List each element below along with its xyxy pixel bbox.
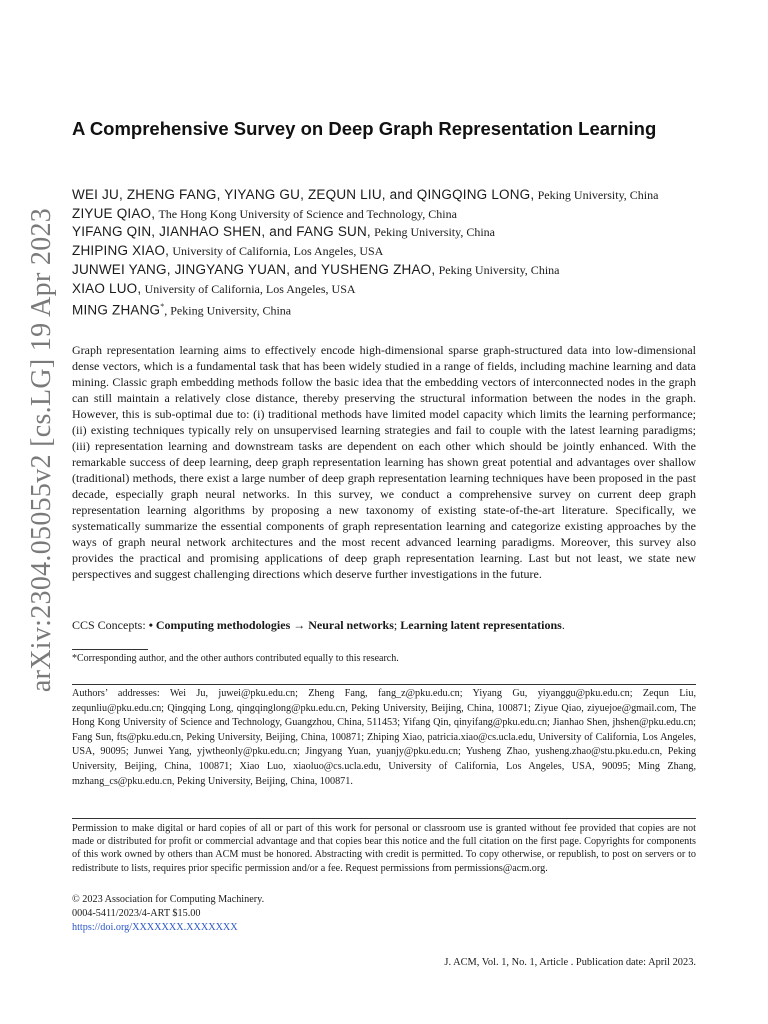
ccs-end: . bbox=[561, 618, 565, 632]
author-names: ZHIPING XIAO, bbox=[72, 243, 170, 259]
author-names: MING ZHANG bbox=[72, 302, 161, 318]
author-affiliation: Peking University, China bbox=[374, 225, 496, 240]
arxiv-stamp-text: arXiv:2304.05055v2 [cs.LG] 19 Apr 2023 bbox=[26, 207, 57, 693]
issn-line: 0004-5411/2023/4-ART $15.00 bbox=[72, 908, 201, 919]
ccs-concept-neural-networks: Neural networks bbox=[308, 618, 394, 632]
corresponding-author-mark: * bbox=[160, 302, 165, 312]
author-names: WEI JU, ZHENG FANG, YIYANG GU, ZEQUN LIU, and QINGQING LONG, bbox=[72, 187, 535, 202]
author-affiliation: Peking University, China bbox=[438, 262, 560, 277]
doi-line bbox=[72, 922, 238, 933]
author-addresses: Authors’ addresses: Wei Ju, juwei@pku.edu.cn; Zheng Fang, fang_z@pku.edu.cn; Yiyang Gu, yiyanggu@pku.edu.cn; Zequn Liu, zequnliu@pku.edu.cn; Qingqing Long, qingqinglong@pku.edu.cn, Peking University, Beijing, China, 100871; Ziyue Qiao, ziyuejoe@gmail.com, The Hong Kong University of Science and Technology, Guangzhou, China, 511453; Yifang Qin, qinyifang@pku.edu.cn; Jianhao Shen, jhshen@pku.edu.cn; Fang Sun, fts@pku.edu.cn, Peking University, Beijing, China, 100871; Zhiping Xiao, patricia.xiao@cs.ucla.edu, University of California, Los Angeles, USA, 90095; Junwei Yang, yjwtheonly@pku.edu.cn; Jingyang Yuan, yuanjy@pku.edu.cn; Yusheng Zhao, yusheng.zhao@stu.pku.edu.cn, Peking University, Beijing, China, 100871; Xiao Luo, xiaoluo@cs.ucla.edu, University of California, Los Angeles, USA, 90095; Ming Zhang, mzhang_cs@pku.edu.cn, Peking University, Beijing, China, 100871. bbox=[72, 688, 696, 787]
footnote-text: *Corresponding author, and the other authors contributed equally to this research. bbox=[72, 653, 399, 664]
publication-info: J. ACM, Vol. 1, No. 1, Article . Publication date: April 2023. bbox=[444, 957, 696, 968]
author-line bbox=[72, 242, 696, 261]
doi-link[interactable]: https://doi.org/XXXXXXX.XXXXXXX bbox=[72, 922, 238, 933]
ccs-concept-latent-representations: Learning latent representations bbox=[400, 618, 562, 632]
arxiv-side-stamp bbox=[22, 200, 62, 700]
ccs-arrow: → bbox=[290, 618, 309, 632]
author-line bbox=[72, 261, 696, 280]
ccs-bullet: • bbox=[148, 618, 156, 632]
permission-notice: Permission to make digital or hard copies of all or part of this work for personal or classroom use is granted without fee provided that copies are not made or distributed for profit or commercial advantage and that copies bear this notice and the full citation on the first page. Copyrights for components of this work owned by others than ACM must be honored. Abstracting with credit is permitted. To copy otherwise, or republish, to post on servers or to redistribute to lists, requires prior specific permission and/or a fee. Request permissions from permissions@acm.org. bbox=[72, 823, 696, 874]
abstract-text: Graph representation learning aims to effectively encode high-dimensional sparse graph-structured data into low-dimensional dense vectors, which is a fundamental task that has been widely studied in a range of fields, including machine learning and data mining. Classic graph embedding methods follow the basic idea that the embedding vectors of interconnected nodes in the graph can still maintain a relatively close distance, thereby preserving the structural information between the nodes in the graph. However, this is sub-optimal due to: (i) traditional methods have limited model capacity which limits the learning performance; (ii) existing techniques typically rely on unsupervised learning strategies and fail to couple with the latest learning paradigms; (iii) representation learning and downstream tasks are dependent on each other which should be jointly enhanced. With the remarkable success of deep learning, deep graph representation learning has shown great potential and advantages over shallow (traditional) methods, there exist a large number of deep graph representation learning techniques have been proposed in the past decade, especially graph neural networks. In this survey, we conduct a comprehensive survey on current deep graph representation learning algorithms by proposing a new taxonomy of existing state-of-the-art literature. Specifically, we systematically summarize the essential components of graph representation learning and categorize existing approaches by the ways of graph neural network architectures and the most recent advanced learning paradigms. Moreover, this survey also provides the practical and promising applications of deep graph representation learning. Last but not least, we state new perspectives and suggest challenging directions which deserve further investigations in the future. bbox=[72, 343, 696, 581]
author-line bbox=[72, 186, 696, 205]
author-affiliation: Peking University, China bbox=[537, 188, 659, 202]
author-affiliation: , Peking University, China bbox=[164, 303, 292, 318]
author-names: ZIYUE QIAO, bbox=[72, 205, 156, 221]
footnote-divider bbox=[72, 649, 148, 650]
author-affiliation: University of California, Los Angeles, USA bbox=[172, 244, 384, 259]
permission-divider bbox=[72, 818, 696, 819]
author-line bbox=[72, 223, 696, 242]
ccs-concepts bbox=[72, 618, 696, 633]
author-affiliation: The Hong Kong University of Science and Technology, China bbox=[158, 206, 457, 221]
author-line bbox=[72, 298, 696, 320]
author-names: XIAO LUO, bbox=[72, 280, 142, 296]
ccs-label: CCS Concepts: bbox=[72, 618, 149, 632]
author-names: YIFANG QIN, JIANHAO SHEN, and FANG SUN, bbox=[72, 224, 371, 240]
addresses-divider bbox=[72, 684, 696, 685]
author-names: JUNWEI YANG, JINGYANG YUAN, and YUSHENG ZHAO, bbox=[72, 261, 436, 277]
author-line bbox=[72, 205, 696, 224]
author-affiliation: University of California, Los Angeles, USA bbox=[144, 281, 356, 296]
author-block bbox=[72, 186, 696, 320]
ccs-separator: ; bbox=[393, 618, 401, 632]
paper-title: A Comprehensive Survey on Deep Graph Representation Learning bbox=[72, 118, 657, 139]
copyright-line: © 2023 Association for Computing Machinery. bbox=[72, 894, 265, 905]
author-line bbox=[72, 280, 696, 299]
ccs-concept-computing-methodologies: Computing methodologies bbox=[155, 618, 291, 632]
